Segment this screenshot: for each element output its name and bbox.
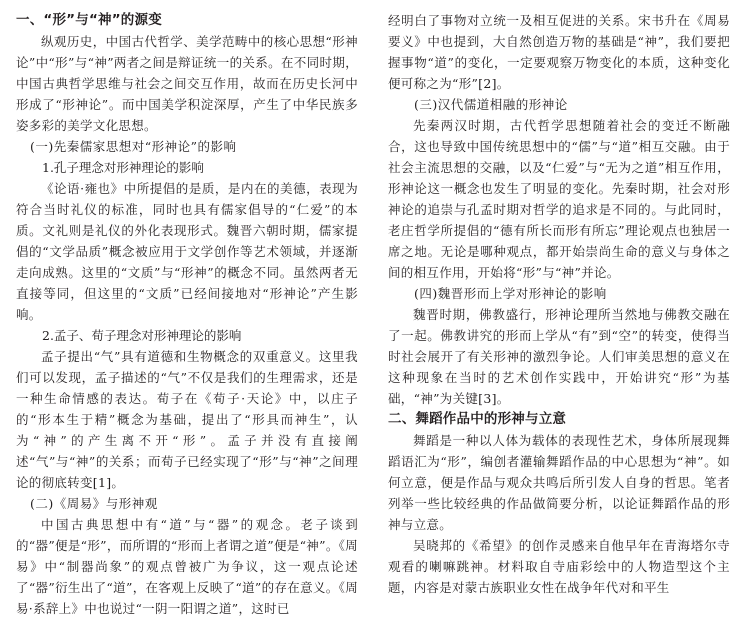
- section-heading-2: 二、舞蹈作品中的形神与立意: [388, 411, 567, 427]
- paragraph-zhouyi-continued: 经明白了事物对立统一及相互促进的关系。宋书升在《周易要义》中也提到，大自然创造万物的基础是“神”，我们要把握事物“道”的变化，一定要观察万物变化的本质，这种变化便可称之为“形”[2]。: [388, 13, 730, 91]
- section-heading-1: 一、“形”与“神”的源变: [16, 12, 162, 28]
- subsubsection-heading-mencius-xunzi: 2.孟子、荀子理念对形神理论的影响: [42, 328, 242, 343]
- subsection-heading-wei-jin: (四)魏晋形而上学对形神论的影响: [414, 286, 607, 301]
- subsubsection-heading-confucius: 1.孔子理念对形神理论的影响: [42, 160, 204, 175]
- paragraph-wei-jin: 魏晋时期，佛教盛行，形神论理所当然地与佛教交融在了一起。佛教讲究的形而上学从“有”到“空”的转变，使得当时社会展开了有关形神的激烈争论。人们审美思想的意义在这种现象在当时的艺术创作实践中，开始讲究“形”为基础，“神”为关键[3]。: [388, 307, 730, 406]
- paragraph-zhouyi: 中国古典思想中有“道”与“器”的观念。老子谈到的“器”便是“形”，而所谓的“形而上者谓之道”便是“神”。《周易》中“制器尚象”的观点曾被广为争议，这一观点论述了“器”衍生出了“道”，在客观上反映了“道”的存在意义。《周易·系辞上》中也说过“一阴一阳谓之道”，这时已: [16, 517, 358, 616]
- paragraph-confucius: 《论语·雍也》中所提倡的是质，是内在的美德，表现为符合当时礼仪的标准，同时也具有儒家倡导的“仁爱”的本质。文礼则是礼仪的外化表现形式。魏晋六朝时期，儒家提倡的“文学品质”概念被应用于文学创作等艺术领域，并逐渐走向成熟。这里的“文质”与“形神”的概念不同。虽然两者无直接等同，但这里的“文质”已经间接地对“形神论”产生影响。: [16, 181, 358, 322]
- paragraph-intro: 纵观历史，中国古代哲学、美学范畴中的核心思想“形神论”中“形”与“神”两者之间是辩证统一的关系。在不同时期，中国古典哲学思维与社会之间交互作用，故而在历史长河中形成了“形神论”。而中国美学积淀深厚，产生了中华民族多姿多彩的美学文化思想。: [16, 34, 358, 133]
- subsection-heading-zhouyi: (二)《周易》与形神观: [30, 496, 158, 511]
- right-column: [388, 10, 730, 598]
- subsection-heading-pre-qin: (一)先秦儒家思想对“形神论”的影响: [30, 139, 237, 154]
- paragraph-han: 先秦两汉时期，古代哲学思想随着社会的变迁不断融合，这也导致中国传统思想中的“儒”与“道”相互交融。由于社会主流思想的交融，以及“仁爱”与“无为之道”相互作用，形神论这一概念也发生了明显的变化。先秦时期，社会对形神论的追崇与孔孟时期对哲学的追求是不同的。与此同时，老庄哲学所提倡的“德有所长而形有所忘”理论观点也独居一席之地。无论是哪种观点，都开始崇尚生命的意义与身体之间的相互作用，开始将“形”与“神”并论。: [388, 118, 730, 280]
- paragraph-mencius-xunzi: 孟子提出“气”具有道德和生物概念的双重意义。这里我们可以发现，孟子描述的“气”不仅是我们的生理需求，还是一种生命情感的表达。荀子在《荀子·天论》中，以庄子的“形本生于精”概念为基础，提出了“形具而神生”，认为“神”的产生离不开“形”。孟子并没有直接阐述“气”与“神”的关系；而荀子已经实现了“形”与“神”之间理论的彻底转变[1]。: [16, 349, 358, 490]
- paragraph-dance-form-spirit: 舞蹈是一种以人体为载体的表现性艺术，身体所展现舞蹈语汇为“形”，编创者灌输舞蹈作品的中心思想为“神”。如何立意，便是作品与观众共鸣后所引发人自身的哲思。笔者列举一些比较经典的作品做简要分析，以论证舞蹈作品的形神与立意。: [388, 433, 730, 532]
- left-column: [16, 10, 358, 619]
- subsection-heading-han: (三)汉代儒道相融的形神论: [414, 97, 568, 112]
- paragraph-wu-xiaobang: 吴晓邦的《希望》的创作灵感来自他早年在青海塔尔寺观看的喇嘛跳神。材料取自寺庙彩绘中的人物造型这个主题，内容是对蒙古族职业女性在战争年代对和平生: [388, 538, 730, 595]
